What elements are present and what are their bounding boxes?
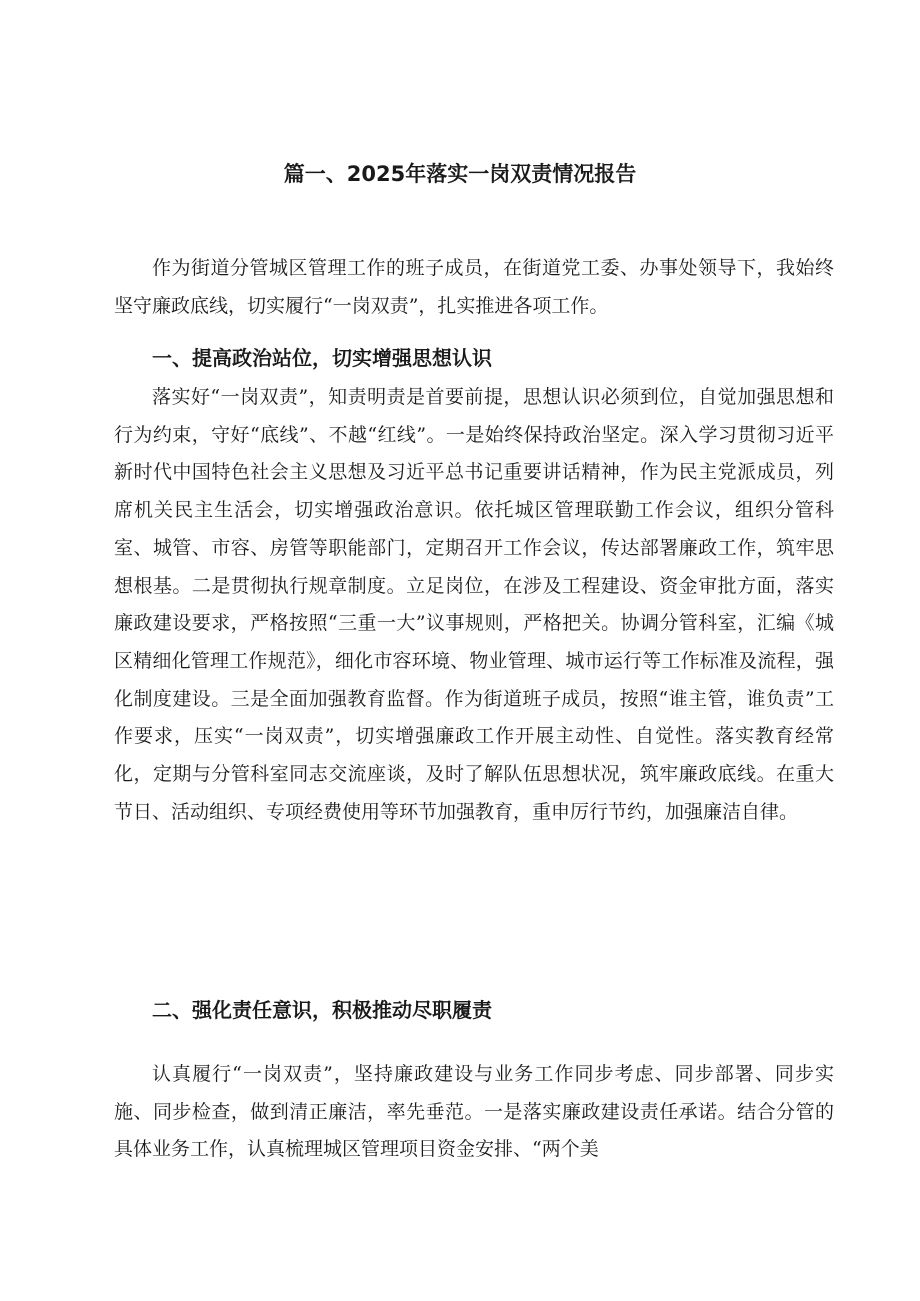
section-1-heading: 一、提高政治站位，切实增强思想认识 xyxy=(152,346,492,370)
document-title: 篇一、2025年落实一岗双责情况报告 xyxy=(283,162,637,186)
intro-paragraph: 作为街道分管城区管理工作的班子成员，在街道党工委、办事处领导下，我始终坚守廉政底线，切实履行“一岗双责”，扎实推进各项工作。 xyxy=(114,257,834,317)
section-1-body: 落实好“一岗双责”，知责明责是首要前提，思想认识必须到位，自觉加强思想和行为约束，守好“底线”、不越“红线”。一是始终保持政治坚定。深入学习贯彻习近平新时代中国特色社会主义思想及习近平总书记重要讲话精神，作为民主党派成员，列席机关民主生活会，切实增强政治意识。依托城区管理联勤工作会议，组织分管科室、城管、市容、房管等职能部门，定期召开工作会议，传达部署廉政工作，筑牢思想根基。二是贯彻执行规章制度。立足岗位，在涉及工程建设、资金审批方面，落实廉政建设要求，严格按照“三重一大”议事规则，严格把关。协调分管科室，汇编《城区精细化管理工作规范》，细化市容环境、物业管理、城市运行等工作标准及流程，强化制度建设。三是全面加强教育监督。作为街道班子成员，按照“谁主管，谁负责”工作要求，压实“一岗双责”，切实增强廉政工作开展主动性、自觉性。落实教育经常化，定期与分管科室同志交流座谈，及时了解队伍思想状况，筑牢廉政底线。在重大节日、活动组织、专项经费使用等环节加强教育，重申厉行节约，加强廉洁自律。 xyxy=(114,386,834,823)
section-2-body: 认真履行“一岗双责”，坚持廉政建设与业务工作同步考虑、同步部署、同步实施、同步检查，做到清正廉洁，率先垂范。一是落实廉政建设责任承诺。结合分管的具体业务工作，认真梳理城区管理项目资金安排、“两个美 xyxy=(114,1063,834,1161)
section-2-heading: 二、强化责任意识，积极推动尽职履责 xyxy=(152,998,492,1022)
